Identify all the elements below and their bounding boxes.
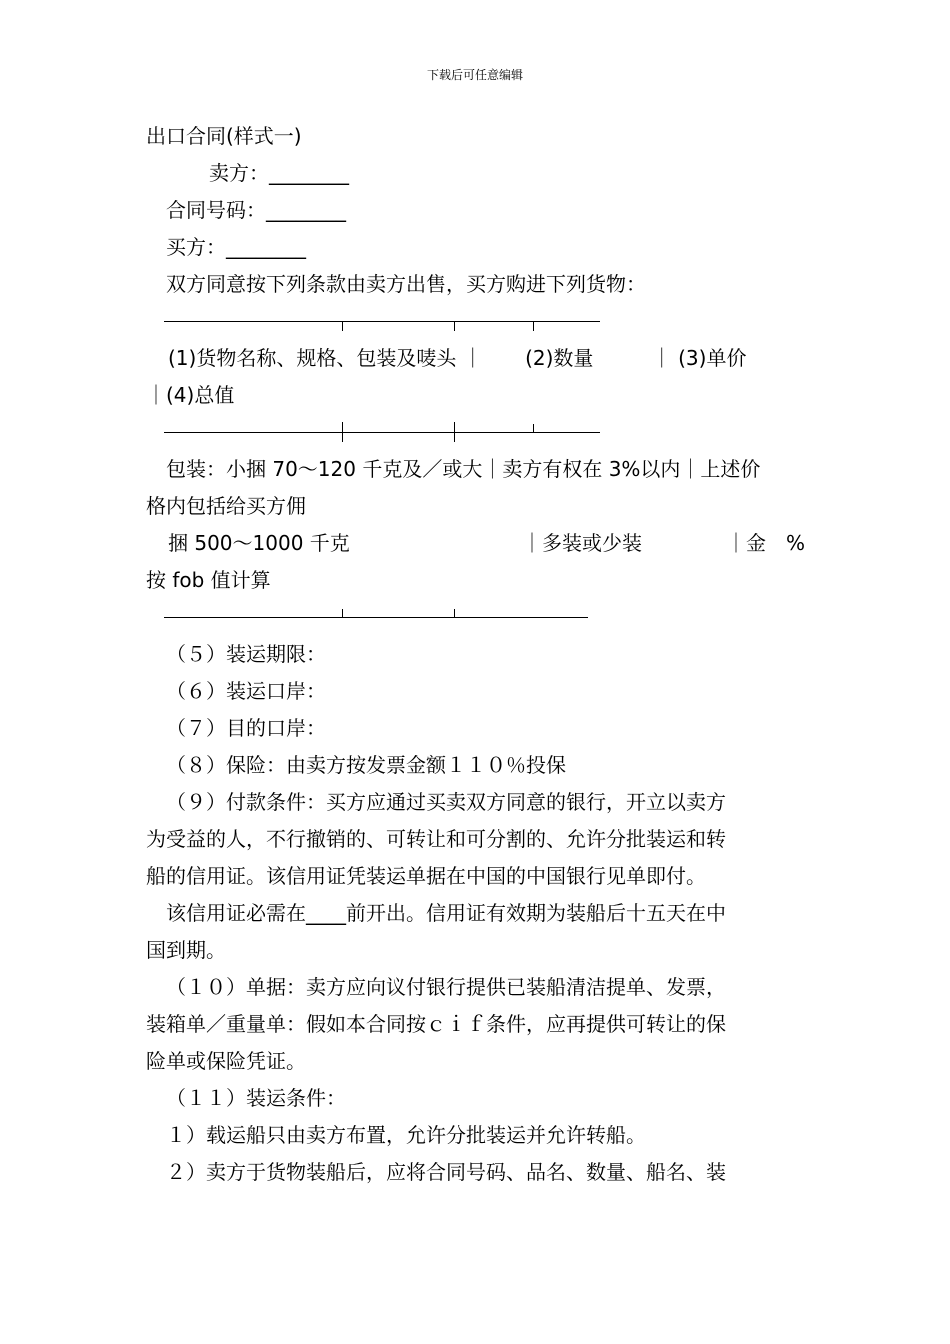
clause-10-line-3: 险单或保险凭证。 <box>146 1049 306 1073</box>
table-header-row <box>146 340 808 377</box>
table-top-rule <box>146 303 808 340</box>
row1-continuation: 格内包括给买方佣 <box>146 494 306 518</box>
buyer-line: 买方：________ <box>166 235 306 259</box>
clause-9-line-2: 为受益的人，不行撤销的、可转让和可分割的、允许分批装运和转 <box>146 827 726 851</box>
row2-price-note: ｜金 % <box>726 531 806 555</box>
row1-tolerance: ｜卖方有权在 3%以内 <box>482 457 681 481</box>
col-unit-price: (3)单价 <box>678 346 747 370</box>
row1-packing: 包装：小捆 70～120 千克及／或大 <box>166 457 483 481</box>
clause-8: （８）保险：由卖方按发票金额１１０％投保 <box>166 753 566 777</box>
col-goods: (1)货物名称、规格、包装及唛头 <box>168 346 457 370</box>
col-separator: ｜ <box>651 346 672 370</box>
clause-9-line-1: （９）付款条件：买方应通过买卖双方同意的银行，开立以卖方 <box>166 790 726 814</box>
row2-packing: 捆 500～1000 千克 <box>168 531 350 555</box>
contract-title: 出口合同(样式一) <box>146 124 302 148</box>
contract-number-line: 合同号码：________ <box>166 198 346 222</box>
table-bottom-rule <box>146 599 808 636</box>
table-middle-rule <box>146 414 808 451</box>
clause-9-line-3: 船的信用证。该信用证凭装运单据在中国的中国银行见单即付。 <box>146 864 706 888</box>
clause-11-item-1: １）载运船只由卖方布置，允许分批装运并允许转船。 <box>166 1123 646 1147</box>
col-separator: ｜ <box>462 346 483 370</box>
page-header: 下载后可任意编辑 <box>426 68 523 82</box>
clause-11-item-2: ２）卖方于货物装船后，应将合同号码、品名、数量、船名、装 <box>166 1160 726 1184</box>
clause-10-line-2: 装箱单／重量单：假如本合同按ｃｉｆ条件，应再提供可转让的保 <box>146 1012 726 1036</box>
clause-11: （１１）装运条件： <box>166 1086 346 1110</box>
row2-tolerance: ｜多装或少装 <box>522 531 642 555</box>
table-row <box>146 451 808 488</box>
col-quantity: (2)数量 <box>525 346 594 370</box>
row1-price-note: ｜上述价 <box>680 457 761 481</box>
table-row <box>146 525 808 562</box>
seller-line: 卖方：________ <box>209 161 349 185</box>
clause-10-line-1: （１０）单据：卖方应向议付银行提供已装船清洁提单、发票， <box>166 975 726 999</box>
lc-validity-line-1: 该信用证必需在____前开出。信用证有效期为装船后十五天在中 <box>166 901 726 925</box>
lc-validity-line-2: 国到期。 <box>146 938 226 962</box>
row2-continuation: 按 fob 值计算 <box>146 568 271 592</box>
contract-body <box>146 118 808 1191</box>
col-total-value: ｜(4)总值 <box>146 383 235 407</box>
clause-7: （７）目的口岸： <box>166 716 326 740</box>
clause-6: （６）装运口岸： <box>166 679 326 703</box>
intro-line: 双方同意按下列条款由卖方出售，买方购进下列货物： <box>166 272 646 296</box>
clause-5: （５）装运期限： <box>166 642 326 666</box>
